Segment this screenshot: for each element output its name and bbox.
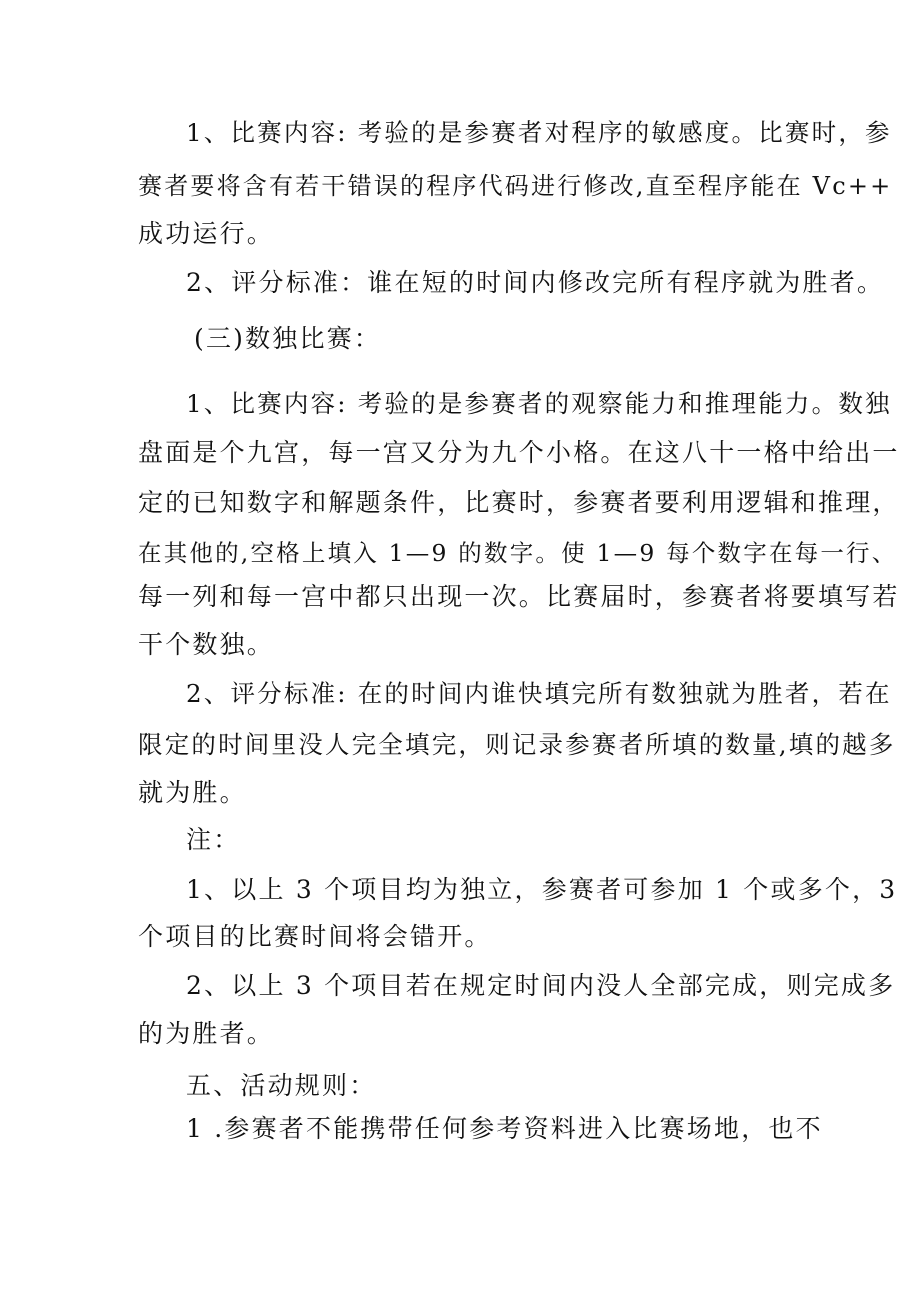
paragraph-line: 赛者要将含有若干错误的程序代码进行修改,直至程序能在 Vc++ bbox=[138, 172, 893, 200]
paragraph-line: 就为胜。 bbox=[138, 778, 247, 807]
paragraph-line: 在其他的,空格上填入 1—9 的数字。使 1—9 每个数字在每一行、 bbox=[138, 539, 898, 567]
paragraph-line: 2、评分标准：谁在短的时间内修改完所有程序就为胜者。 bbox=[186, 268, 885, 297]
paragraph-line: 1 .参赛者不能携带任何参考资料进入比赛场地，也不 bbox=[186, 1114, 823, 1143]
section-heading: (三)数独比赛： bbox=[194, 324, 382, 353]
paragraph-line: 个项目的比赛时间将会错开。 bbox=[138, 922, 492, 951]
paragraph-line: 1、以上 3 个项目均为独立，参赛者可参加 1 个或多个，3 bbox=[186, 875, 898, 904]
paragraph-line: 每一列和每一宫中都只出现一次。比赛届时，参赛者将要填写若 bbox=[138, 582, 900, 611]
paragraph-line: 2、评分标准: 在的时间内谁快填完所有数独就为胜者，若在 bbox=[186, 679, 892, 708]
paragraph-line: 1、比赛内容: 考验的是参赛者对程序的敏感度。比赛时，参 bbox=[186, 118, 892, 147]
paragraph-line: 盘面是个九宫，每一宫又分为九个小格。在这八十一格中给出一 bbox=[138, 438, 900, 467]
paragraph-line: 2、以上 3 个项目若在规定时间内没人全部完成，则完成多 bbox=[186, 971, 896, 1000]
paragraph-line: 成功运行。 bbox=[138, 219, 275, 248]
paragraph-line: 的为胜者。 bbox=[138, 1019, 275, 1048]
paragraph-line: 限定的时间里没人完全填完，则记录参赛者所填的数量,填的越多 bbox=[138, 730, 896, 759]
paragraph-line: 干个数独。 bbox=[138, 630, 275, 659]
paragraph-line: 1、比赛内容: 考验的是参赛者的观察能力和推理能力。数独 bbox=[186, 389, 892, 418]
note-heading: 注： bbox=[186, 825, 241, 854]
section-heading: 五、活动规则： bbox=[186, 1071, 377, 1100]
paragraph-line: 定的已知数字和解题条件，比赛时，参赛者要利用逻辑和推理， bbox=[138, 488, 900, 517]
